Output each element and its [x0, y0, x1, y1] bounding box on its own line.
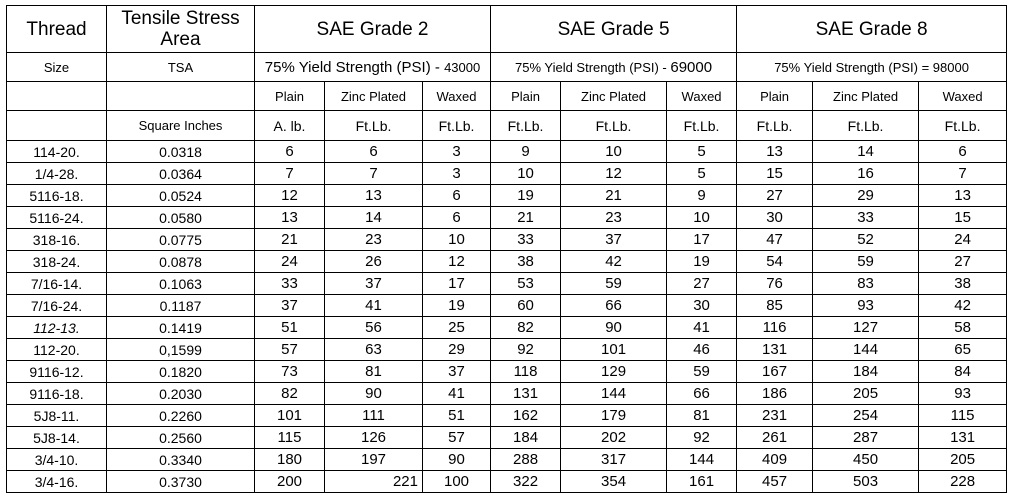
- table-row: [7, 185, 1007, 207]
- g8-zinc-torque-cell: 184: [813, 361, 919, 383]
- g2-waxed-torque-cell: 17: [423, 273, 491, 295]
- g5-waxed-torque-cell: 5: [667, 141, 737, 163]
- g5-waxed-unit: Ft.Lb.: [667, 111, 737, 141]
- g2-waxed-torque-cell: 6: [423, 185, 491, 207]
- g5-zinc-unit: Ft.Lb.: [561, 111, 667, 141]
- tsa-cell: 0.0524: [107, 185, 255, 207]
- g8-plain-torque-cell: 457: [737, 471, 813, 493]
- g2-zinc-torque-cell: 37: [325, 273, 423, 295]
- tsa-cell: 0.0775: [107, 229, 255, 251]
- g5-zinc-torque-cell: 179: [561, 405, 667, 427]
- g5-plain-torque-cell: 162: [491, 405, 561, 427]
- thread-size-cell: 5J8-14.: [7, 427, 107, 449]
- g2-waxed-torque-cell: 29: [423, 339, 491, 361]
- g8-zinc-torque-cell: 503: [813, 471, 919, 493]
- g8-waxed-torque-cell: 228: [919, 471, 1007, 493]
- g8-plain-torque-cell: 167: [737, 361, 813, 383]
- g5-zinc-torque-cell: 101: [561, 339, 667, 361]
- g2-zinc-torque-cell: 90: [325, 383, 423, 405]
- g2-plain-torque-cell: 115: [255, 427, 325, 449]
- table-row: [7, 471, 1007, 493]
- grade8-yield: 75% Yield Strength (PSI) = 98000: [737, 53, 1007, 82]
- table-row: [7, 339, 1007, 361]
- g8-plain-torque-cell: 131: [737, 339, 813, 361]
- g8-zinc-torque-cell: 144: [813, 339, 919, 361]
- g5-zinc-torque-cell: 317: [561, 449, 667, 471]
- g8-waxed-torque-cell: 42: [919, 295, 1007, 317]
- g2-zinc-torque-cell: 13: [325, 185, 423, 207]
- table-row: [7, 163, 1007, 185]
- g5-zinc-torque-cell: 37: [561, 229, 667, 251]
- grade2-yield-label: 75% Yield Strength (PSI): [264, 58, 435, 76]
- g8-zinc-torque-cell: 14: [813, 141, 919, 163]
- g2-waxed-torque-cell: 37: [423, 361, 491, 383]
- tsa-cell: 0.2260: [107, 405, 255, 427]
- g5-waxed-torque-cell: 30: [667, 295, 737, 317]
- g8-zinc-torque-cell: 33: [813, 207, 919, 229]
- g2-waxed-torque-cell: 3: [423, 163, 491, 185]
- g5-waxed-torque-cell: 161: [667, 471, 737, 493]
- g5-plain-torque-cell: 38: [491, 251, 561, 273]
- header-row-yield: [7, 53, 1007, 82]
- blank-cell: [7, 82, 107, 111]
- torque-table: [6, 5, 1007, 493]
- grade5-header: SAE Grade 5: [491, 6, 737, 53]
- g8-plain-torque-cell: 261: [737, 427, 813, 449]
- thread-size-cell: 3/4-16.: [7, 471, 107, 493]
- g8-plain-torque-cell: 27: [737, 185, 813, 207]
- g5-zinc-torque-cell: 42: [561, 251, 667, 273]
- g5-zinc-header: Zinc Plated: [561, 82, 667, 111]
- g2-zinc-torque-cell: 56: [325, 317, 423, 339]
- g8-plain-torque-cell: 47: [737, 229, 813, 251]
- table-row: [7, 405, 1007, 427]
- g5-waxed-torque-cell: 66: [667, 383, 737, 405]
- grade5-yield-label: 75% Yield Strength (PSI): [515, 59, 663, 75]
- grade5-yield-dash: -: [662, 59, 671, 75]
- g2-plain-torque-cell: 13: [255, 207, 325, 229]
- thread-size-cell: 112-20.: [7, 339, 107, 361]
- g8-waxed-torque-cell: 24: [919, 229, 1007, 251]
- g2-plain-unit: A. lb.: [255, 111, 325, 141]
- g5-zinc-torque-cell: 129: [561, 361, 667, 383]
- g5-plain-header: Plain: [491, 82, 561, 111]
- tsa-header-line1: Tensile Stress: [121, 8, 240, 29]
- g8-waxed-torque-cell: 7: [919, 163, 1007, 185]
- table-row: [7, 273, 1007, 295]
- g2-waxed-torque-cell: 25: [423, 317, 491, 339]
- g5-plain-torque-cell: 322: [491, 471, 561, 493]
- g8-plain-torque-cell: 30: [737, 207, 813, 229]
- g8-zinc-torque-cell: 29: [813, 185, 919, 207]
- tsa-cell: 0.0318: [107, 141, 255, 163]
- g8-plain-torque-cell: 409: [737, 449, 813, 471]
- g2-plain-torque-cell: 7: [255, 163, 325, 185]
- g2-zinc-torque-cell: 111: [325, 405, 423, 427]
- g5-plain-torque-cell: 184: [491, 427, 561, 449]
- table-row: [7, 317, 1007, 339]
- g2-waxed-torque-cell: 41: [423, 383, 491, 405]
- g8-plain-torque-cell: 116: [737, 317, 813, 339]
- g2-plain-torque-cell: 73: [255, 361, 325, 383]
- g2-plain-torque-cell: 24: [255, 251, 325, 273]
- thread-size-cell: 112-13.: [7, 317, 107, 339]
- g5-zinc-torque-cell: 66: [561, 295, 667, 317]
- g5-plain-torque-cell: 10: [491, 163, 561, 185]
- g8-zinc-torque-cell: 93: [813, 295, 919, 317]
- g8-waxed-torque-cell: 65: [919, 339, 1007, 361]
- g5-zinc-torque-cell: 59: [561, 273, 667, 295]
- g5-waxed-torque-cell: 46: [667, 339, 737, 361]
- g5-plain-torque-cell: 33: [491, 229, 561, 251]
- g5-zinc-torque-cell: 354: [561, 471, 667, 493]
- g8-zinc-torque-cell: 450: [813, 449, 919, 471]
- g5-waxed-torque-cell: 9: [667, 185, 737, 207]
- tsa-cell: 0.2560: [107, 427, 255, 449]
- g8-waxed-torque-cell: 93: [919, 383, 1007, 405]
- g2-plain-torque-cell: 37: [255, 295, 325, 317]
- table-row: [7, 141, 1007, 163]
- tsa-abbrev-header: TSA: [107, 53, 255, 82]
- g8-plain-unit: Ft.Lb.: [737, 111, 813, 141]
- g2-plain-torque-cell: 6: [255, 141, 325, 163]
- tsa-cell: 0.1419: [107, 317, 255, 339]
- g5-waxed-torque-cell: 81: [667, 405, 737, 427]
- g2-waxed-torque-cell: 57: [423, 427, 491, 449]
- g8-zinc-header: Zinc Plated: [813, 82, 919, 111]
- g2-waxed-torque-cell: 10: [423, 229, 491, 251]
- g5-waxed-header: Waxed: [667, 82, 737, 111]
- g2-waxed-torque-cell: 19: [423, 295, 491, 317]
- g8-waxed-torque-cell: 15: [919, 207, 1007, 229]
- tsa-cell: 0.0364: [107, 163, 255, 185]
- table-row: [7, 295, 1007, 317]
- g5-waxed-torque-cell: 17: [667, 229, 737, 251]
- thread-size-cell: 5116-18.: [7, 185, 107, 207]
- g2-zinc-header: Zinc Plated: [325, 82, 423, 111]
- g8-waxed-torque-cell: 84: [919, 361, 1007, 383]
- g8-plain-torque-cell: 186: [737, 383, 813, 405]
- tsa-cell: 0.1187: [107, 295, 255, 317]
- table-row: [7, 229, 1007, 251]
- thread-size-cell: 5J8-11.: [7, 405, 107, 427]
- g8-plain-torque-cell: 76: [737, 273, 813, 295]
- tsa-header-line2: Area: [160, 29, 201, 50]
- g5-waxed-torque-cell: 27: [667, 273, 737, 295]
- table-row: [7, 449, 1007, 471]
- g2-zinc-torque-cell: 81: [325, 361, 423, 383]
- g5-plain-torque-cell: 53: [491, 273, 561, 295]
- tsa-cell: 0.3730: [107, 471, 255, 493]
- g2-plain-header: Plain: [255, 82, 325, 111]
- thread-size-cell: 7/16-24.: [7, 295, 107, 317]
- g5-waxed-torque-cell: 5: [667, 163, 737, 185]
- grade2-yield-dash: -: [434, 58, 445, 76]
- g5-zinc-torque-cell: 202: [561, 427, 667, 449]
- g8-zinc-torque-cell: 59: [813, 251, 919, 273]
- g8-waxed-torque-cell: 27: [919, 251, 1007, 273]
- g5-plain-torque-cell: 19: [491, 185, 561, 207]
- g8-zinc-torque-cell: 127: [813, 317, 919, 339]
- g2-plain-torque-cell: 82: [255, 383, 325, 405]
- thread-size-cell: 318-24.: [7, 251, 107, 273]
- table-row: [7, 383, 1007, 405]
- g2-plain-torque-cell: 180: [255, 449, 325, 471]
- g8-waxed-torque-cell: 58: [919, 317, 1007, 339]
- g2-waxed-torque-cell: 100: [423, 471, 491, 493]
- tsa-cell: 0.3340: [107, 449, 255, 471]
- g8-plain-torque-cell: 15: [737, 163, 813, 185]
- g2-waxed-torque-cell: 90: [423, 449, 491, 471]
- tsa-cell: 0.0580: [107, 207, 255, 229]
- g5-zinc-torque-cell: 10: [561, 141, 667, 163]
- g8-waxed-torque-cell: 6: [919, 141, 1007, 163]
- g5-zinc-torque-cell: 90: [561, 317, 667, 339]
- g5-waxed-torque-cell: 10: [667, 207, 737, 229]
- g2-waxed-torque-cell: 6: [423, 207, 491, 229]
- size-header: Size: [7, 53, 107, 82]
- g8-plain-torque-cell: 231: [737, 405, 813, 427]
- grade2-yield-value: 43000: [444, 59, 481, 75]
- g5-plain-torque-cell: 60: [491, 295, 561, 317]
- g8-waxed-torque-cell: 38: [919, 273, 1007, 295]
- grade5-yield-value: 69000: [670, 58, 713, 76]
- thread-size-cell: 3/4-10.: [7, 449, 107, 471]
- tsa-cell: 0.0878: [107, 251, 255, 273]
- g8-zinc-unit: Ft.Lb.: [813, 111, 919, 141]
- tsa-header: [107, 6, 255, 53]
- table-row: [7, 361, 1007, 383]
- g5-waxed-torque-cell: 92: [667, 427, 737, 449]
- g5-zinc-torque-cell: 12: [561, 163, 667, 185]
- table-row: [7, 207, 1007, 229]
- g2-zinc-torque-cell: 7: [325, 163, 423, 185]
- g5-plain-torque-cell: 131: [491, 383, 561, 405]
- header-row-grades: [7, 6, 1007, 53]
- g2-zinc-torque-cell: 26: [325, 251, 423, 273]
- thread-size-cell: 9116-12.: [7, 361, 107, 383]
- g2-zinc-torque-cell: 197: [325, 449, 423, 471]
- thread-size-cell: 5116-24.: [7, 207, 107, 229]
- grade5-yield: [491, 53, 737, 82]
- g2-plain-torque-cell: 33: [255, 273, 325, 295]
- g2-waxed-torque-cell: 51: [423, 405, 491, 427]
- header-row-finish: [7, 82, 1007, 111]
- blank-cell: [107, 82, 255, 111]
- g2-zinc-unit: Ft.Lb.: [325, 111, 423, 141]
- g2-plain-torque-cell: 51: [255, 317, 325, 339]
- g2-zinc-torque-cell: 221: [325, 471, 423, 493]
- g5-plain-unit: Ft.Lb.: [491, 111, 561, 141]
- grade8-header: SAE Grade 8: [737, 6, 1007, 53]
- g8-zinc-torque-cell: 16: [813, 163, 919, 185]
- thread-size-cell: 7/16-14.: [7, 273, 107, 295]
- g8-zinc-torque-cell: 254: [813, 405, 919, 427]
- g8-waxed-torque-cell: 205: [919, 449, 1007, 471]
- g2-plain-torque-cell: 200: [255, 471, 325, 493]
- g5-plain-torque-cell: 288: [491, 449, 561, 471]
- g5-zinc-torque-cell: 23: [561, 207, 667, 229]
- tsa-cell: 0.1820: [107, 361, 255, 383]
- g2-plain-torque-cell: 12: [255, 185, 325, 207]
- g2-waxed-torque-cell: 3: [423, 141, 491, 163]
- g8-waxed-torque-cell: 115: [919, 405, 1007, 427]
- g2-waxed-torque-cell: 12: [423, 251, 491, 273]
- g2-plain-torque-cell: 21: [255, 229, 325, 251]
- table-row: [7, 251, 1007, 273]
- g2-zinc-torque-cell: 126: [325, 427, 423, 449]
- g5-waxed-torque-cell: 144: [667, 449, 737, 471]
- g5-zinc-torque-cell: 144: [561, 383, 667, 405]
- g8-waxed-torque-cell: 131: [919, 427, 1007, 449]
- tsa-cell: 0.1063: [107, 273, 255, 295]
- header-row-units: [7, 111, 1007, 141]
- table-row: [7, 427, 1007, 449]
- square-inches-header: Square Inches: [107, 111, 255, 141]
- g8-plain-torque-cell: 13: [737, 141, 813, 163]
- grade2-yield: [255, 53, 491, 82]
- blank-cell: [7, 111, 107, 141]
- g5-plain-torque-cell: 92: [491, 339, 561, 361]
- g8-zinc-torque-cell: 205: [813, 383, 919, 405]
- thread-size-cell: 318-16.: [7, 229, 107, 251]
- g2-zinc-torque-cell: 63: [325, 339, 423, 361]
- tsa-cell: 0,1599: [107, 339, 255, 361]
- thread-size-cell: 114-20.: [7, 141, 107, 163]
- tsa-cell: 0.2030: [107, 383, 255, 405]
- g8-zinc-torque-cell: 287: [813, 427, 919, 449]
- g5-zinc-torque-cell: 21: [561, 185, 667, 207]
- g2-zinc-torque-cell: 6: [325, 141, 423, 163]
- g8-plain-torque-cell: 54: [737, 251, 813, 273]
- g5-waxed-torque-cell: 59: [667, 361, 737, 383]
- grade2-header: SAE Grade 2: [255, 6, 491, 53]
- g2-zinc-torque-cell: 41: [325, 295, 423, 317]
- g5-plain-torque-cell: 118: [491, 361, 561, 383]
- g5-waxed-torque-cell: 41: [667, 317, 737, 339]
- g5-plain-torque-cell: 82: [491, 317, 561, 339]
- g2-waxed-unit: Ft.Lb.: [423, 111, 491, 141]
- g2-zinc-torque-cell: 14: [325, 207, 423, 229]
- thread-size-cell: 9116-18.: [7, 383, 107, 405]
- g8-zinc-torque-cell: 52: [813, 229, 919, 251]
- g2-waxed-header: Waxed: [423, 82, 491, 111]
- thread-header: Thread: [7, 6, 107, 53]
- g8-plain-header: Plain: [737, 82, 813, 111]
- g8-plain-torque-cell: 85: [737, 295, 813, 317]
- g8-waxed-unit: Ft.Lb.: [919, 111, 1007, 141]
- g5-plain-torque-cell: 9: [491, 141, 561, 163]
- g8-waxed-torque-cell: 13: [919, 185, 1007, 207]
- g5-plain-torque-cell: 21: [491, 207, 561, 229]
- g2-plain-torque-cell: 57: [255, 339, 325, 361]
- thread-size-cell: 1/4-28.: [7, 163, 107, 185]
- g2-plain-torque-cell: 101: [255, 405, 325, 427]
- g2-zinc-torque-cell: 23: [325, 229, 423, 251]
- g5-waxed-torque-cell: 19: [667, 251, 737, 273]
- g8-waxed-header: Waxed: [919, 82, 1007, 111]
- g8-zinc-torque-cell: 83: [813, 273, 919, 295]
